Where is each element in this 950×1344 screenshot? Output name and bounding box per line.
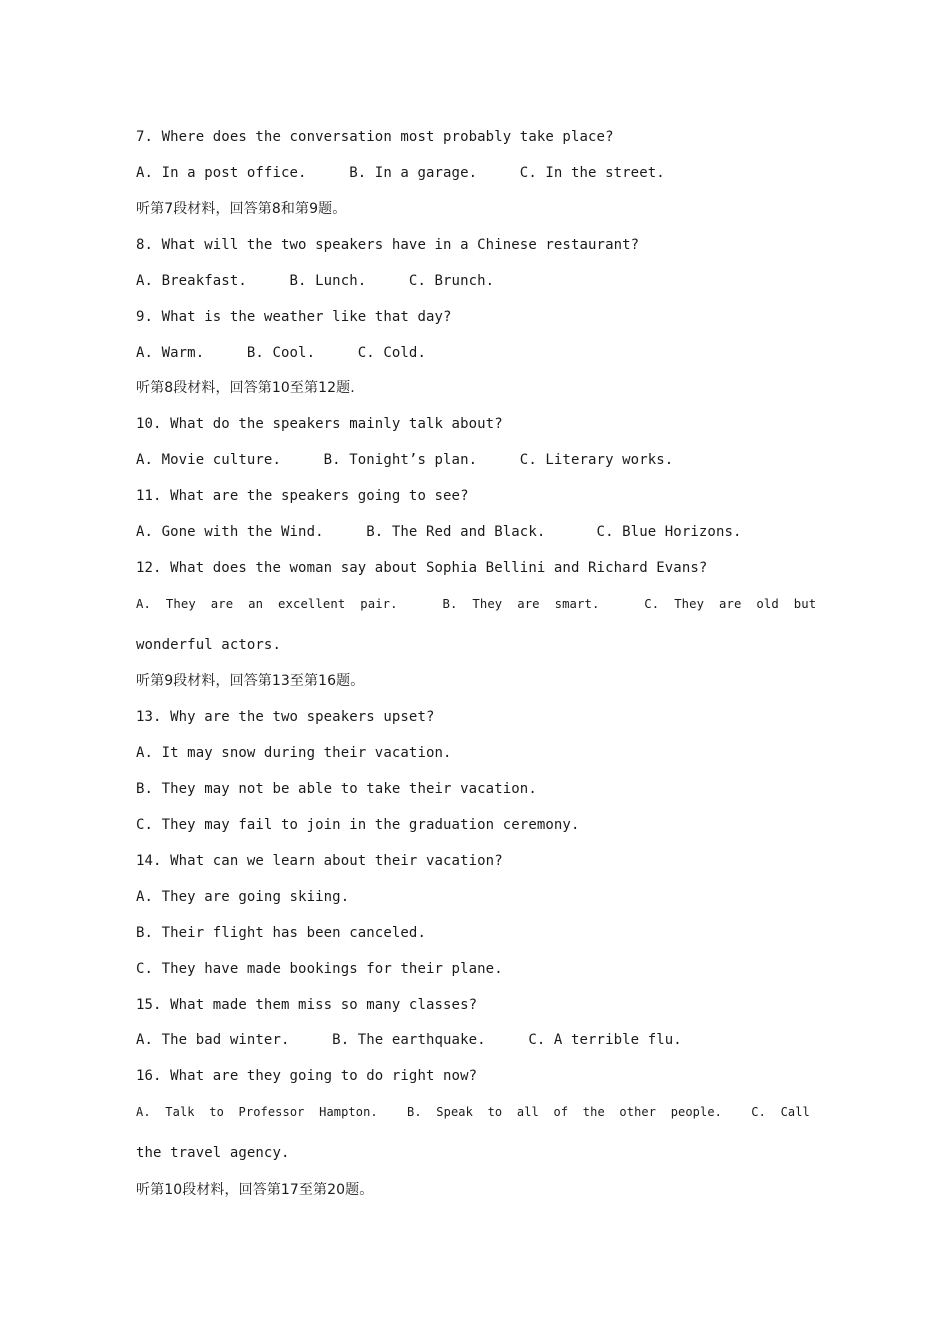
question-7-options: A. In a post office. B. In a garage. C. In the street. [136, 165, 665, 181]
question-11: 11. What are the speakers going to see? [136, 488, 469, 504]
question-10: 10. What do the speakers mainly talk about? [136, 416, 503, 432]
question-14-option-a: A. They are going skiing. [136, 889, 350, 905]
question-13-option-a: A. It may snow during their vacation. [136, 745, 452, 761]
section-9-instruction: 听第9段材料，回答第13至第16题。 [136, 673, 365, 689]
question-13: 13. Why are the two speakers upset? [136, 709, 435, 725]
section-8-instruction: 听第8段材料，回答第10至第12题. [136, 380, 355, 396]
question-7: 7. Where does the conversation most probably take place? [136, 129, 614, 145]
section-7-instruction: 听第7段材料，回答第8和第9题。 [136, 201, 347, 217]
question-8: 8. What will the two speakers have in a Chinese restaurant? [136, 237, 640, 253]
question-16: 16. What are they going to do right now? [136, 1068, 478, 1084]
question-10-options: A. Movie culture. B. Tonight’s plan. C. Literary works. [136, 452, 674, 468]
question-15-options: A. The bad winter. B. The earthquake. C. A terrible flu. [136, 1032, 682, 1048]
question-12-options-continued: wonderful actors. [136, 637, 281, 653]
question-15: 15. What made them miss so many classes? [136, 997, 478, 1013]
question-9: 9. What is the weather like that day? [136, 309, 452, 325]
question-14-option-b: B. Their flight has been canceled. [136, 925, 426, 941]
question-12-options: A. They are an excellent pair. B. They are smart. C. They are old but [136, 597, 817, 611]
question-8-options: A. Breakfast. B. Lunch. C. Brunch. [136, 273, 495, 289]
question-16-options: A. Talk to Professor Hampton. B. Speak to all of the other people. C. Call [136, 1105, 810, 1119]
question-13-option-b: B. They may not be able to take their vacation. [136, 781, 537, 797]
question-12: 12. What does the woman say about Sophia Bellini and Richard Evans? [136, 560, 708, 576]
question-11-options: A. Gone with the Wind. B. The Red and Black. C. Blue Horizons. [136, 524, 742, 540]
section-10-instruction: 听第10段材料，回答第17至第20题。 [136, 1182, 374, 1198]
question-16-options-continued: the travel agency. [136, 1145, 290, 1161]
question-14-option-c: C. They have made bookings for their plane. [136, 961, 503, 977]
question-14: 14. What can we learn about their vacation? [136, 853, 503, 869]
question-9-options: A. Warm. B. Cool. C. Cold. [136, 345, 426, 361]
question-13-option-c: C. They may fail to join in the graduation ceremony. [136, 817, 580, 833]
